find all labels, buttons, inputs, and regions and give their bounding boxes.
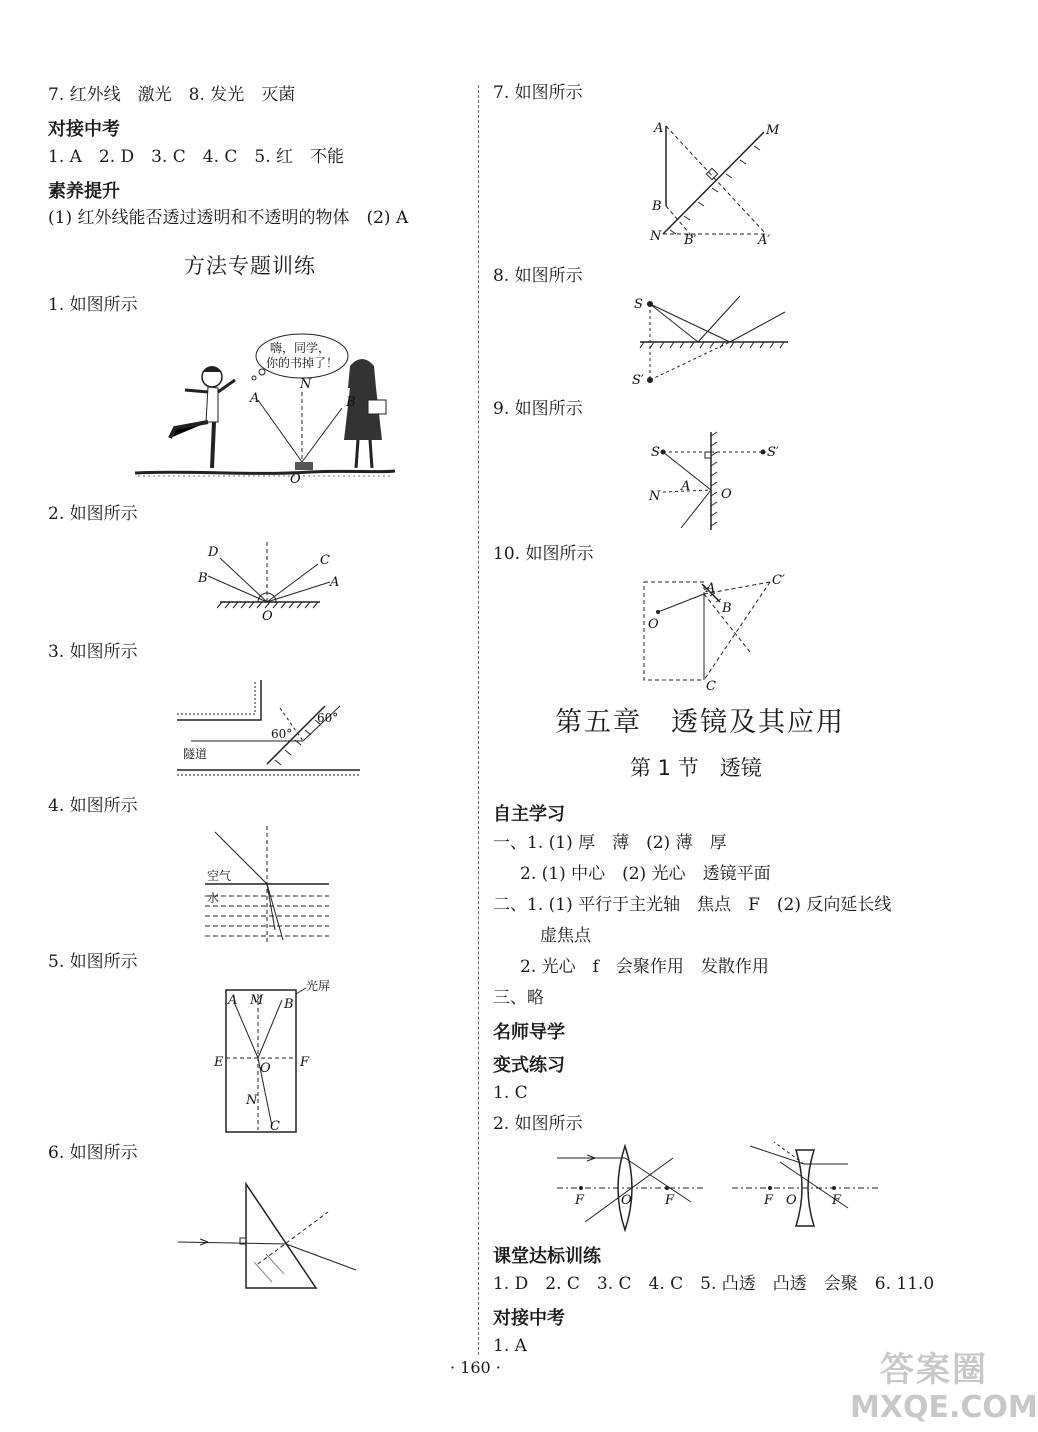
heading-exam-link-2: 对接中考 (493, 1308, 565, 1329)
svg-text:B: B (198, 571, 208, 586)
svg-text:F: F (575, 1193, 585, 1208)
svg-text:S: S (651, 445, 660, 460)
svg-text:B′: B′ (684, 233, 697, 248)
figure-book-reflection (130, 330, 400, 490)
svg-text:N: N (649, 489, 661, 504)
section-title-method-training: 方法专题训练 (184, 254, 316, 278)
figure-glass-block-screen (210, 980, 340, 1138)
svg-text:F: F (300, 1055, 310, 1070)
heading-self-study: 自主学习 (493, 804, 565, 825)
question-9-label: 9. 如图所示 (493, 399, 583, 419)
answer-line-exam: 1. A 2. D 3. C 4. C 5. 红 不能 (48, 147, 345, 167)
air-label: 空气 (207, 869, 232, 883)
svg-text:O: O (721, 487, 732, 502)
tunnel-label: 隧道 (183, 747, 208, 761)
section-title: 第 1 节 透镜 (630, 756, 762, 780)
question-5-label: 5. 如图所示 (48, 952, 138, 972)
svg-text:O: O (621, 1193, 632, 1208)
figure-prism-refraction (178, 1182, 363, 1292)
self-study-line-6: 三、略 (493, 988, 544, 1008)
svg-text:D: D (208, 545, 219, 560)
svg-text:O: O (786, 1193, 797, 1208)
chapter-title: 第五章 透镜及其应用 (555, 707, 845, 738)
figure-convex-lens (555, 1142, 705, 1232)
self-study-line-1: 一、1. (1) 厚 薄 (2) 薄 厚 (493, 833, 727, 853)
svg-text:A: A (228, 993, 238, 1008)
question-1-label: 1. 如图所示 (48, 295, 138, 315)
question-6-label: 6. 如图所示 (48, 1143, 138, 1163)
figure-plane-mirror-reflection (190, 540, 350, 630)
svg-text:N: N (300, 377, 312, 392)
figure-mirror-image-AB (648, 122, 778, 247)
svg-text:B: B (284, 997, 294, 1012)
variant-answer-1: 1. C (493, 1083, 528, 1103)
question-8-label: 8. 如图所示 (493, 266, 583, 286)
heading-exam-link: 对接中考 (48, 119, 120, 140)
bubble-line-2: 你的书掉了！ (266, 356, 339, 370)
svg-text:C: C (706, 679, 716, 694)
screen-label: 光屏 (306, 979, 331, 993)
page-number: · 160 · (450, 1358, 501, 1377)
svg-text:N: N (650, 229, 662, 244)
question-2-label: 2. 如图所示 (48, 504, 138, 524)
svg-text:A: A (706, 581, 716, 596)
svg-text:A: A (654, 121, 664, 136)
svg-text:E: E (214, 1055, 224, 1070)
tunnel-angle-1: 60° (271, 727, 293, 741)
watermark-url: MXQE.COM (850, 1390, 1038, 1425)
question-3-label: 3. 如图所示 (48, 642, 138, 662)
svg-text:S′: S′ (632, 373, 644, 388)
svg-text:N: N (246, 1093, 258, 1108)
svg-text:B: B (346, 395, 356, 410)
heading-teacher-guide: 名师导学 (493, 1022, 565, 1043)
svg-text:C′: C′ (772, 573, 785, 588)
figure-box-mirror-AC (640, 572, 800, 694)
svg-text:A′: A′ (758, 233, 771, 248)
svg-text:S: S (634, 297, 643, 312)
svg-text:A: A (250, 391, 260, 406)
self-study-line-2: 2. (1) 中心 (2) 光心 透镜平面 (520, 864, 771, 884)
bubble-line-1: 嗨，同学， (270, 341, 331, 355)
svg-text:A: A (330, 575, 340, 590)
exam-answer-1: 1. A (493, 1336, 527, 1356)
svg-text:F: F (665, 1193, 675, 1208)
svg-text:A: A (681, 479, 691, 494)
svg-text:C: C (270, 1119, 280, 1134)
heading-variant-practice: 变式练习 (493, 1055, 565, 1076)
question-7-label: 7. 如图所示 (493, 83, 583, 103)
svg-text:O: O (260, 1061, 271, 1076)
answer-line-7-8: 7. 红外线 激光 8. 发光 灭菌 (48, 85, 296, 105)
question-4-label: 4. 如图所示 (48, 796, 138, 816)
svg-text:M: M (250, 993, 264, 1008)
variant-answer-2: 2. 如图所示 (493, 1114, 583, 1134)
self-study-line-4: 虚焦点 (540, 926, 591, 946)
figure-vertical-mirror (645, 430, 790, 535)
svg-text:F: F (832, 1193, 842, 1208)
svg-text:O: O (262, 609, 273, 624)
svg-text:S′: S′ (767, 445, 779, 460)
answer-line-literacy: (1) 红外线能否透过透明和不透明的物体 (2) A (48, 208, 409, 228)
svg-text:O: O (648, 617, 659, 632)
heading-literacy: 素养提升 (48, 181, 120, 202)
figure-point-source-mirror (630, 292, 795, 388)
watermark-logo: 答案圈 (880, 1350, 988, 1390)
svg-text:M: M (766, 123, 780, 138)
svg-text:C: C (320, 553, 330, 568)
svg-text:O: O (290, 472, 301, 487)
class-training-answers: 1. D 2. C 3. C 4. C 5. 凸透 凸透 会聚 6. 11.0 (493, 1274, 935, 1294)
svg-text:B: B (652, 199, 662, 214)
figure-tunnel-periscope (175, 678, 365, 776)
heading-class-training: 课堂达标训练 (493, 1246, 601, 1267)
figure-concave-lens (730, 1142, 880, 1232)
column-divider (478, 85, 479, 1355)
water-label: 水 (207, 891, 220, 905)
svg-text:B: B (722, 601, 732, 616)
self-study-line-5: 2. 光心 f 会聚作用 发散作用 (520, 957, 769, 977)
question-10-label: 10. 如图所示 (493, 544, 594, 564)
tunnel-angle-2: 60° (317, 711, 339, 725)
figure-air-water-refraction (205, 826, 335, 944)
svg-text:F: F (764, 1193, 774, 1208)
self-study-line-3: 二、1. (1) 平行于主光轴 焦点 F (2) 反向延长线 (493, 895, 892, 915)
